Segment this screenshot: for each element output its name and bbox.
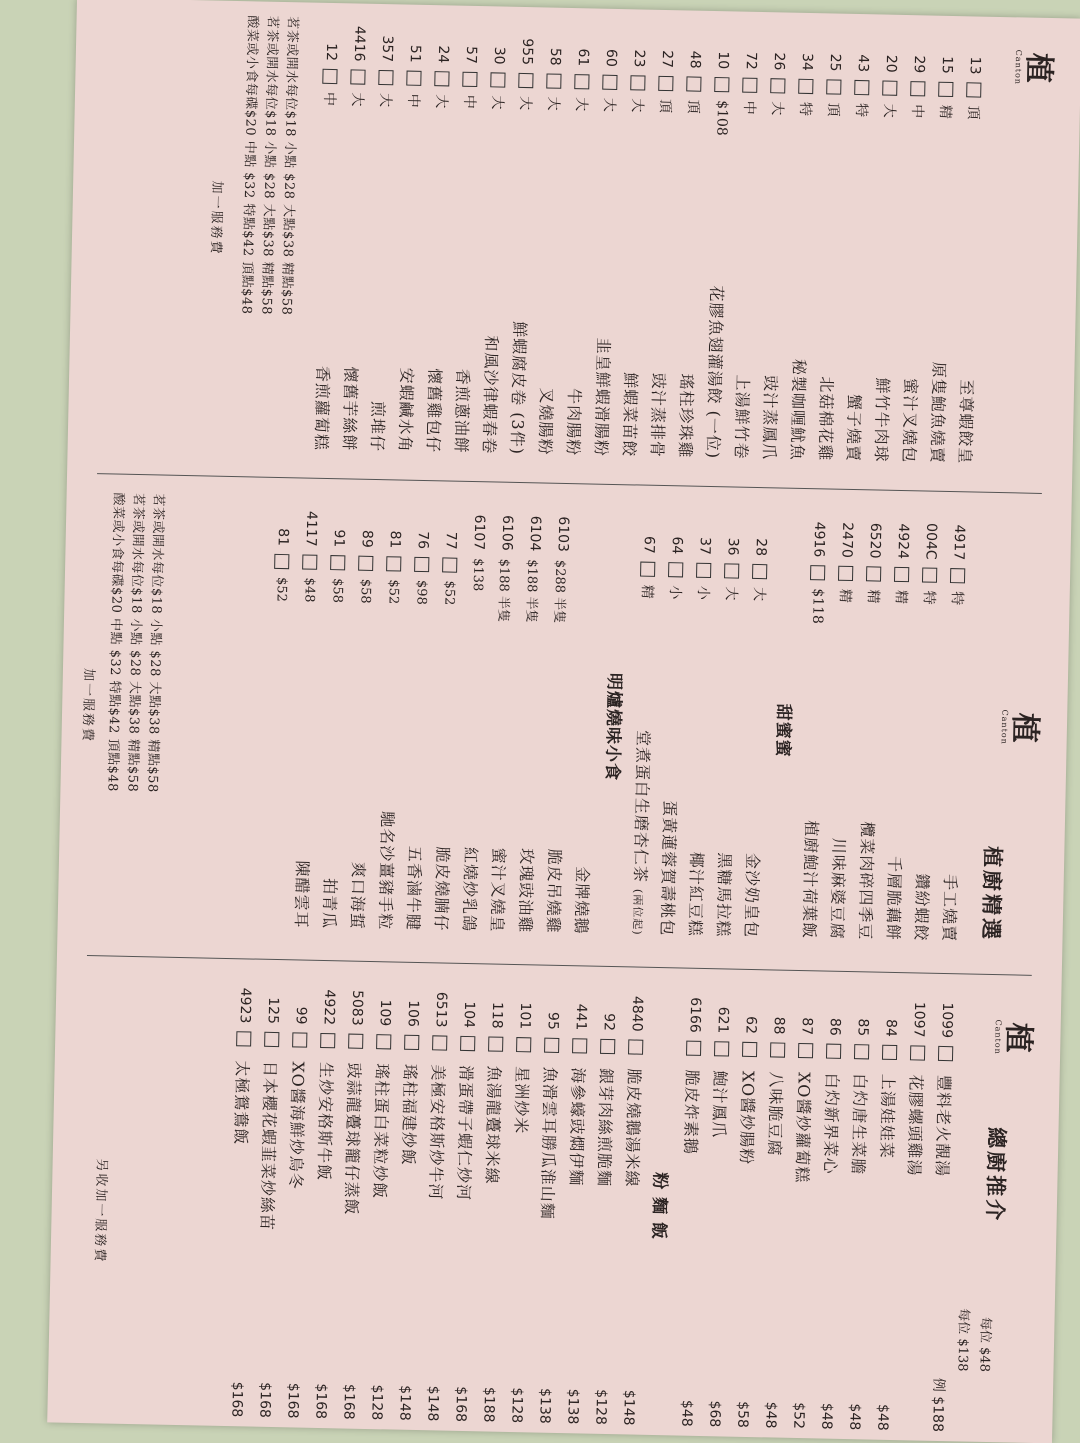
sub-heading-sweets: 甜蜜蜜	[772, 703, 794, 758]
chef-selection-list	[260, 500, 973, 955]
order-checkbox[interactable]	[573, 1038, 588, 1053]
list-item[interactable]: 67 精 堂煮蛋白生磨杏仁茶 (兩位起)	[631, 535, 657, 936]
restaurant-logo: 植 Canton	[1013, 49, 1057, 86]
list-item[interactable]: 15 精 原隻鮑魚燒賣	[927, 55, 955, 464]
order-checkbox[interactable]	[771, 78, 786, 93]
order-checkbox[interactable]	[489, 1036, 504, 1051]
order-checkbox[interactable]	[631, 75, 646, 90]
list-item[interactable]: 27 頂 豉汁蒸排骨	[648, 50, 676, 459]
list-item[interactable]: 37 小 椰汁紅豆糕	[686, 536, 713, 937]
list-item[interactable]: 48 頂 瑤柱珍珠雞	[676, 50, 704, 459]
list-item[interactable]: 88 八味脆豆腐 $48	[762, 1016, 787, 1429]
order-checkbox[interactable]	[911, 81, 926, 96]
menu-paper	[47, 0, 1080, 1443]
tea-charge-note: 茗茶或開水每位$18 小點 $28 大點$38 精點$58	[144, 493, 166, 793]
order-checkbox[interactable]	[603, 75, 618, 90]
list-item[interactable]: 441 海參蠔豉燜伊麵 $138	[564, 1003, 590, 1425]
order-checkbox[interactable]	[641, 562, 656, 577]
order-checkbox[interactable]	[838, 566, 853, 581]
order-checkbox[interactable]	[377, 1034, 392, 1049]
order-checkbox[interactable]	[547, 73, 562, 88]
list-item[interactable]: 6104 $188 半隻 玫瑰豉油雞	[516, 515, 544, 934]
order-checkbox[interactable]	[810, 565, 825, 580]
order-checkbox[interactable]	[517, 1037, 532, 1052]
order-checkbox[interactable]	[715, 1041, 730, 1056]
tea-charge-note: 茗茶或開水每位$18 小點 $28 大點$38 精點$58	[278, 15, 300, 316]
list-item[interactable]: 5083 豉蒜龍躉球籠仔蒸飯 $168	[340, 989, 366, 1420]
order-checkbox[interactable]	[293, 1032, 308, 1047]
order-checkbox[interactable]	[331, 555, 346, 570]
order-checkbox[interactable]	[433, 1035, 448, 1050]
service-charge-note: 另收加一服務費	[91, 1158, 109, 1264]
list-item[interactable]: 12 中 香煎蘿蔔糕	[312, 42, 340, 452]
list-item[interactable]: 76 $98 五香滷牛腱	[404, 530, 431, 932]
list-item[interactable]: 89 $58 爽口海蜇	[348, 529, 375, 930]
order-checkbox[interactable]	[321, 1033, 336, 1048]
order-checkbox[interactable]	[854, 1044, 869, 1059]
order-checkbox[interactable]	[922, 567, 937, 582]
list-item[interactable]: 4916 $118 植廚鮑汁荷葉飯	[799, 521, 828, 940]
list-item[interactable]: 4922 生炒安格斯牛飯 $168	[312, 989, 338, 1420]
list-item[interactable]: 72 中 上湯鮮竹卷	[732, 51, 760, 460]
list-item[interactable]: 58 大 叉燒腸粉	[536, 47, 564, 456]
list-item[interactable]: 86 白灼新界菜心 $48	[818, 1017, 843, 1430]
list-item[interactable]: 6513 美極安格斯炒牛河 $148	[424, 991, 450, 1422]
snack-charge-note: 酸菜或小食每碟$20 中點 $32 特點$42 頂點$48	[238, 15, 260, 315]
order-checkbox[interactable]	[697, 563, 712, 578]
order-checkbox[interactable]	[435, 71, 450, 86]
order-checkbox[interactable]	[405, 1035, 420, 1050]
list-item[interactable]: 2470 精 川味麻婆豆腐	[827, 522, 856, 940]
list-item[interactable]: 85 白灼唐生菜膽 $48	[846, 1018, 871, 1431]
order-checkbox[interactable]	[359, 556, 374, 571]
section-title: 植廚精選	[978, 845, 1006, 943]
list-item[interactable]: 6103 $288 半隻 脆皮吊燒雞	[544, 516, 572, 935]
list-item[interactable]: 4840 脆皮燒鵝湯米線 $148	[620, 995, 646, 1426]
order-checkbox[interactable]	[882, 1045, 897, 1060]
list-item[interactable]: 621 鮑汁鳳爪 $68	[706, 1006, 732, 1428]
list-item[interactable]: 92 銀芽肉絲煎脆麵 $128	[592, 1012, 617, 1426]
list-item[interactable]: 64 小 蛋黃蓮蓉賀壽桃包	[658, 536, 685, 937]
order-checkbox[interactable]	[827, 79, 842, 94]
dim-sum-list	[308, 15, 989, 477]
list-item[interactable]: 26 大 豉汁蒸鳳爪	[759, 52, 788, 461]
order-checkbox[interactable]	[601, 1039, 616, 1054]
order-checkbox[interactable]	[687, 76, 702, 91]
order-checkbox[interactable]	[323, 69, 338, 84]
snack-charge-note: 酸菜或小食每碟$20 中點 $32 特點$42 頂點$48	[104, 492, 126, 792]
order-checkbox[interactable]	[950, 568, 965, 583]
service-charge-note: 加一服務費	[207, 180, 225, 256]
list-item[interactable]: 955 大 鮮蝦腐皮卷 (3件)	[508, 38, 536, 456]
list-item[interactable]: 104 滑蛋帶子蝦仁炒河 $168	[452, 1001, 478, 1423]
order-checkbox[interactable]	[545, 1038, 560, 1053]
order-checkbox[interactable]	[491, 72, 506, 87]
list-item[interactable]: 4416 大 懷舊芋絲餅	[340, 25, 368, 452]
order-checkbox[interactable]	[742, 1042, 757, 1057]
list-item[interactable]: 60 大 韭皇鮮蝦滑腸粉	[592, 48, 620, 457]
order-checkbox[interactable]	[753, 564, 768, 579]
restaurant-logo: 植 Canton	[999, 709, 1043, 745]
order-checkbox[interactable]	[407, 71, 422, 86]
list-item[interactable]: 101 星洲炒米 $128	[508, 1002, 534, 1424]
list-item[interactable]: 20 大 鮮竹牛肉球	[871, 54, 900, 463]
list-item[interactable]: 125 日本櫻花蝦韮菜炒絲苗 $168	[256, 997, 282, 1419]
order-checkbox[interactable]	[275, 554, 290, 569]
section-title: 總廚推介	[982, 1126, 1010, 1224]
list-item[interactable]: 57 中 香煎蔥油餅	[452, 45, 480, 454]
list-item[interactable]: 84 上湯娃娃菜 $48	[874, 1018, 899, 1431]
list-item[interactable]: 91 $58 拍青瓜	[320, 529, 347, 930]
list-item[interactable]: 6166 脆皮炸素鵝 $48	[678, 996, 704, 1427]
per-person-note: 每位 $48	[976, 1316, 993, 1373]
list-item[interactable]: 95 魚滑雲耳勝瓜淮山麵 $138	[536, 1011, 561, 1424]
menu-sheet	[47, 0, 1080, 1443]
list-item[interactable]: 87 XO醬炒蘿蔔糕 $52	[790, 1017, 815, 1430]
order-checkbox[interactable]	[894, 567, 909, 582]
list-item[interactable]: 10 $108 花膠魚翅灌湯餃 (一位)	[704, 51, 732, 460]
order-checkbox[interactable]	[443, 557, 458, 572]
list-item[interactable]: 109 瑤柱蛋白菜粒炒飯 $128	[368, 999, 394, 1421]
list-item[interactable]: 4924 精 千層脆藕餅	[883, 523, 912, 942]
list-item[interactable]: 4117 $48 陳醋雲耳	[292, 510, 320, 929]
list-item[interactable]: 118 魚湯龍躉球米線 $188	[480, 1001, 506, 1423]
list-item[interactable]: 34 特 秘製咖喱魷魚	[787, 52, 816, 462]
sub-heading-noodles: 粉 麵 飯	[648, 1171, 671, 1241]
order-checkbox[interactable]	[798, 1043, 813, 1058]
order-checkbox[interactable]	[910, 1045, 925, 1060]
sub-heading-roast: 明爐燒味小食	[602, 672, 625, 782]
list-item[interactable]: 29 中 蜜汁叉燒包	[899, 55, 928, 464]
chef-recommend-list	[222, 977, 961, 1432]
order-checkbox[interactable]	[387, 556, 402, 571]
order-checkbox[interactable]	[799, 79, 814, 94]
list-item[interactable]: 25 頂 北菇棉花雞	[815, 53, 844, 462]
list-item[interactable]: 24 大 懷舊雞包仔	[424, 45, 452, 454]
order-checkbox[interactable]	[303, 554, 318, 569]
list-item[interactable]: 23 大 鮮蝦菜苗餃	[620, 49, 648, 458]
list-item[interactable]: 1097 花膠螺頭雞湯	[905, 1001, 928, 1177]
order-checkbox[interactable]	[743, 78, 758, 93]
order-checkbox[interactable]	[349, 1034, 364, 1049]
order-checkbox[interactable]	[415, 557, 430, 572]
order-checkbox[interactable]	[461, 1036, 476, 1051]
list-item[interactable]: 81 $52 馳名沙薑豬手粒	[376, 530, 403, 931]
service-charge-note: 加一服務費	[79, 667, 96, 744]
list-item[interactable]: 357 大 煎堆仔	[368, 35, 396, 453]
list-item[interactable]: 43 特 蟹子燒賣	[843, 54, 872, 463]
order-checkbox[interactable]	[351, 69, 366, 84]
list-item[interactable]: 6106 $188 半隻 蜜汁叉燒皇	[488, 514, 516, 933]
list-item[interactable]: 金牌燒鵝	[572, 866, 593, 935]
list-item[interactable]: 62 XO醬炒腸粉 $58	[734, 1015, 759, 1429]
order-checkbox[interactable]	[725, 563, 740, 578]
list-item[interactable]: 28 大 金沙奶皇包	[741, 538, 769, 939]
order-checkbox[interactable]	[770, 1042, 785, 1057]
order-checkbox[interactable]	[659, 76, 674, 91]
order-checkbox[interactable]	[826, 1044, 841, 1059]
list-item[interactable]: 30 大 和風沙律蝦春卷	[480, 46, 508, 455]
order-checkbox[interactable]	[519, 73, 534, 88]
order-checkbox[interactable]	[265, 1032, 280, 1047]
order-checkbox[interactable]	[687, 1041, 702, 1056]
dim-sum-column	[67, 0, 1080, 489]
order-checkbox[interactable]	[715, 77, 730, 92]
list-item[interactable]: 99 XO醬海鮮炒烏冬 $168	[284, 1006, 309, 1419]
order-checkbox[interactable]	[379, 70, 394, 85]
list-item[interactable]: 4923 太極鴛鴦飯 $168	[228, 987, 254, 1418]
list-item[interactable]: 51 中 安蝦鹹水角	[396, 44, 424, 453]
list-item[interactable]: 1099 豐料老火靚湯 例 $188	[929, 1002, 956, 1433]
order-checkbox[interactable]	[855, 80, 870, 95]
order-checkbox[interactable]	[883, 81, 898, 96]
restaurant-logo: 植 Canton	[993, 1019, 1036, 1055]
order-checkbox[interactable]	[938, 1046, 953, 1061]
per-person-note: 每位 $138	[954, 1308, 971, 1372]
order-checkbox[interactable]	[866, 566, 881, 581]
order-checkbox[interactable]	[575, 74, 590, 89]
list-item[interactable]: 61 大 牛肉腸粉	[564, 48, 592, 457]
list-item[interactable]: 6520 精 欖菜肉碎四季豆	[855, 522, 884, 941]
order-checkbox[interactable]	[939, 82, 954, 97]
list-item[interactable]: 106 瑤柱福建炒飯 $148	[396, 999, 422, 1421]
order-checkbox[interactable]	[967, 82, 982, 97]
chef-selection-column	[57, 478, 1072, 974]
order-checkbox[interactable]	[237, 1031, 252, 1046]
tea-charge-note: 茗茶或開水每位$18 小點 $28 大點$38 精點$58	[124, 492, 146, 793]
tea-charge-note: 茗茶或開水每位$18 小點 $28 大點$38 精點$58	[258, 15, 280, 316]
order-checkbox[interactable]	[669, 562, 684, 577]
list-item[interactable]: 81 $52	[273, 528, 291, 603]
order-checkbox[interactable]	[629, 1039, 644, 1054]
list-item[interactable]: 13 頂 至尊蝦餃皇	[955, 56, 983, 465]
order-checkbox[interactable]	[463, 72, 478, 87]
list-item[interactable]: 4917 特 手工燒賣	[939, 524, 968, 943]
chef-recommend-column	[47, 957, 1062, 1443]
list-item[interactable]: 36 大 黑糖馬拉糕	[713, 537, 741, 938]
list-item[interactable]: 77 $52 脆皮燒腩仔	[432, 531, 459, 932]
list-item[interactable]: 6107 $138 紅燒炒乳鴿	[460, 514, 488, 933]
list-item[interactable]: 004C 特 鑽紛蝦餃	[911, 522, 940, 942]
